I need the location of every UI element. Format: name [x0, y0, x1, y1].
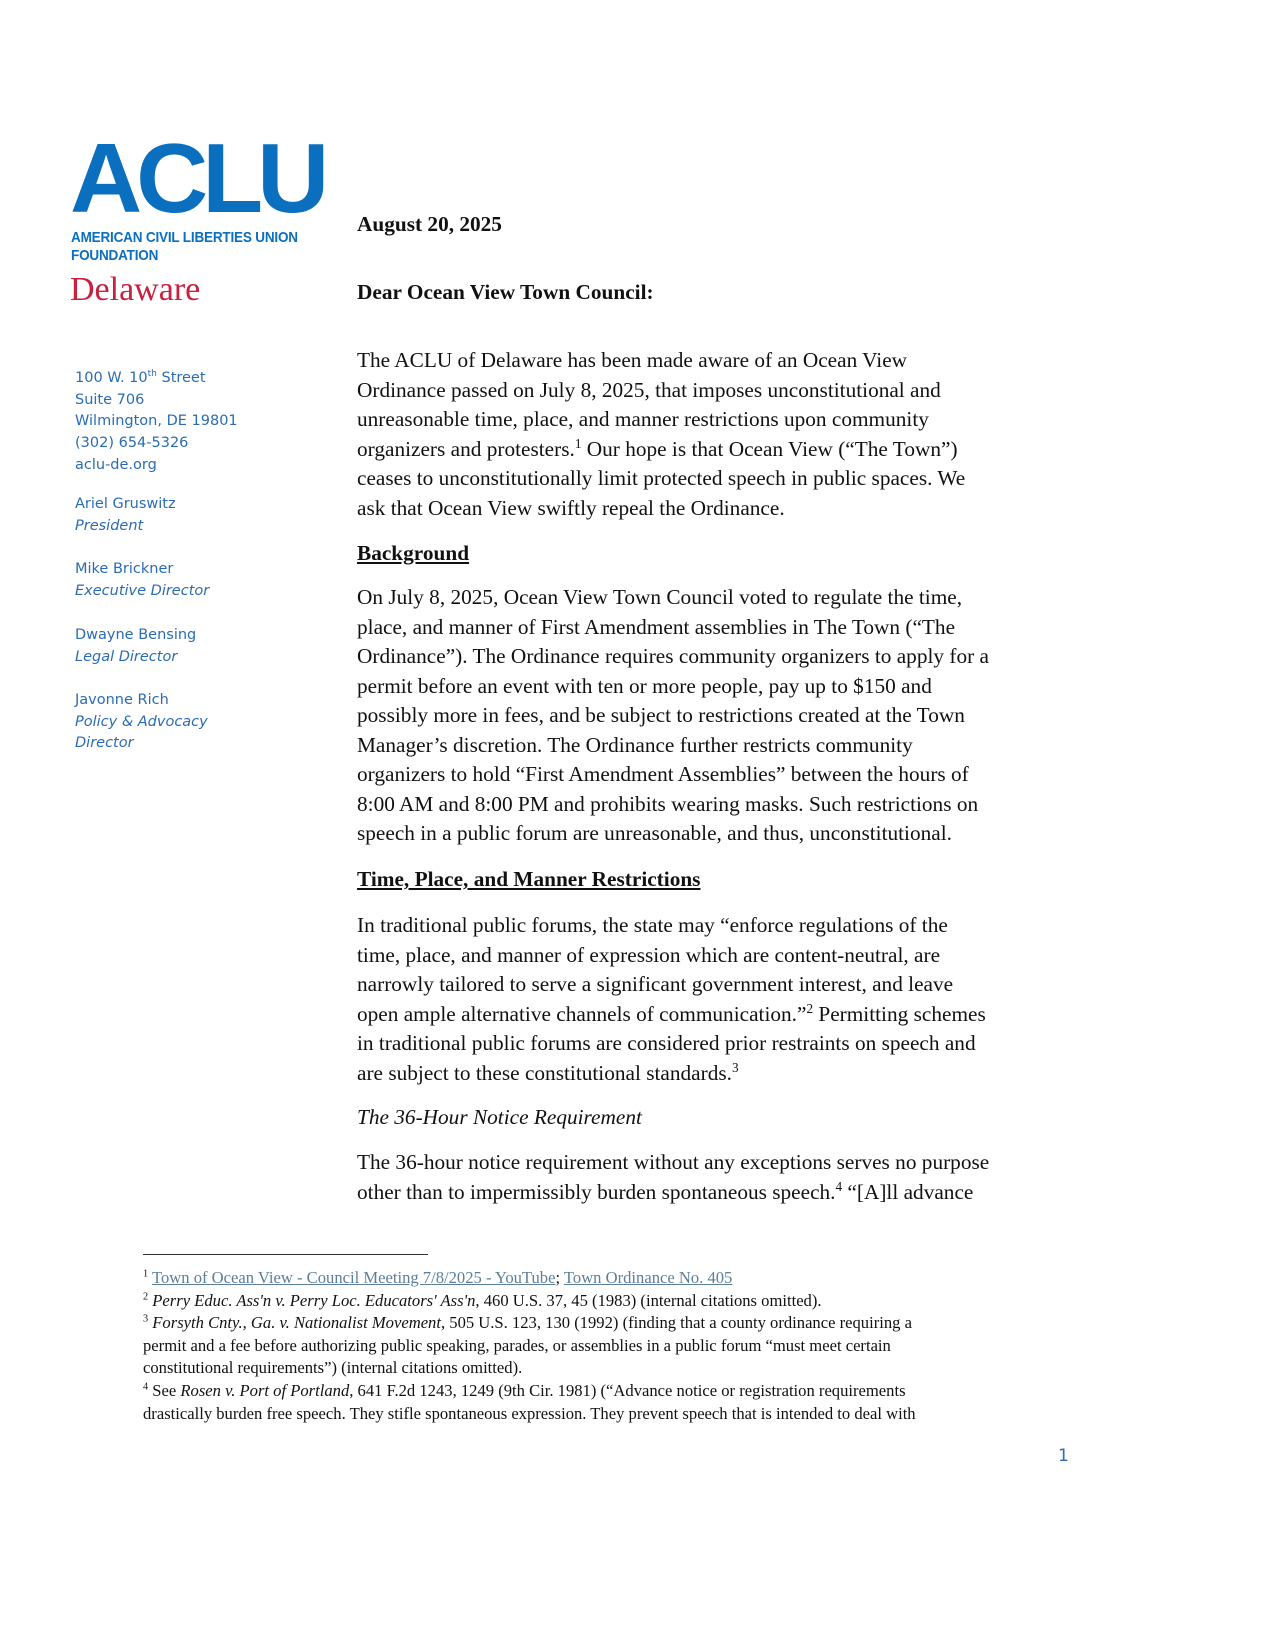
paragraph-tpm — [357, 911, 986, 1088]
text-line — [143, 1335, 1073, 1358]
address-city: Wilmington, DE 19801 — [75, 413, 238, 430]
staff-2 — [75, 559, 209, 602]
salutation: Dear Ocean View Town Council: — [357, 280, 654, 304]
text-line — [357, 970, 986, 1000]
footnote-marker: 3 — [143, 1313, 149, 1325]
text-line — [357, 1059, 986, 1089]
text-line — [357, 941, 986, 971]
text-line — [357, 1029, 986, 1059]
text-line — [357, 376, 965, 406]
text-line — [357, 494, 965, 524]
address-suite: Suite 706 — [75, 391, 145, 408]
logo-affiliate: Delaware — [70, 271, 201, 308]
text-line — [357, 435, 965, 465]
text-segment: constitutional requirements”) (internal citations omitted). — [143, 1358, 523, 1378]
text-segment: place, and manner of First Amendment assemblies in The Town (“The — [357, 614, 956, 639]
paragraph-background — [357, 583, 989, 849]
logo-line-2: FOUNDATION — [71, 247, 159, 264]
case-citation: Forsyth Cnty., Ga. v. Nationalist Movement — [152, 1313, 441, 1333]
staff-name: Dwayne Bensing — [75, 627, 197, 643]
text-segment: , 505 U.S. 123, 130 (1992) (finding that a county ordinance requiring a — [440, 1313, 912, 1333]
aclu-logo: ACLU — [70, 123, 324, 233]
staff-title-line: Director — [75, 735, 134, 752]
staff-title — [75, 647, 196, 669]
text-segment: open ample alternative channels of communication.” — [357, 1001, 807, 1026]
text-line — [357, 672, 989, 702]
heading-time-place-manner: Time, Place, and Manner Restrictions — [357, 867, 701, 891]
staff-4 — [75, 690, 208, 755]
logo-line-1: AMERICAN CIVIL LIBERTIES UNION — [71, 229, 298, 246]
text-segment: 8:00 AM and 8:00 PM and prohibits wearing masks. Such restrictions on — [357, 791, 979, 816]
text-segment: unreasonable time, place, and manner restrictions upon community — [357, 407, 929, 431]
text-segment: Ordinance passed on July 8, 2025, that imposes unconstitutional and — [357, 377, 941, 402]
text-segment: ask that Ocean View swiftly repeal the Ordinance. — [357, 495, 785, 520]
text-segment: organizers to hold “First Amendment Assemblies” between the hours of — [357, 762, 969, 786]
text-line — [357, 819, 989, 849]
footnote-marker: 1 — [143, 1268, 149, 1280]
text-segment: Ordinance”). The Ordinance requires community organizers to apply for a — [357, 644, 989, 668]
text-segment: narrowly tailored to serve a significant government interest, and leave — [357, 972, 954, 996]
street-text: 100 W. 10 — [75, 369, 148, 386]
staff-title — [75, 581, 209, 603]
footnote-marker: 1 — [574, 435, 582, 451]
staff-title-line: Legal Director — [75, 648, 178, 665]
text-line — [357, 613, 989, 643]
text-line — [357, 1148, 989, 1178]
text-segment: See — [148, 1380, 181, 1400]
text-line — [143, 1380, 1073, 1403]
text-line — [357, 405, 965, 435]
footnote-marker: 4 — [143, 1381, 149, 1393]
staff-title-line: Executive Director — [75, 582, 210, 599]
letter-date: August 20, 2025 — [357, 212, 502, 236]
text-line — [357, 464, 965, 494]
footnote-link[interactable]: Town of Ocean View - Council Meeting 7/8/2025 - YouTube — [152, 1268, 556, 1287]
footnote-marker: 2 — [143, 1291, 149, 1303]
text-segment: in traditional public forums are considered prior restraints on speech and — [357, 1031, 976, 1055]
text-line — [143, 1357, 1073, 1380]
text-line — [357, 790, 989, 820]
text-segment: Manager’s discretion. The Ordinance further restricts community — [357, 732, 913, 757]
text-segment: are subject to these constitutional standards. — [357, 1060, 732, 1085]
page-number: 1 — [1058, 1446, 1069, 1466]
staff-1 — [75, 494, 176, 537]
text-line — [143, 1290, 1073, 1313]
text-line — [143, 1267, 1073, 1290]
sidebar-address — [75, 364, 238, 476]
text-segment: , 460 U.S. 37, 45 (1983) (internal citations omitted). — [475, 1290, 822, 1310]
text-segment: “[A]ll advance — [842, 1179, 974, 1204]
text-segment: , 641 F.2d 1243, 1249 (9th Cir. 1981) (“Advance notice or registration requirements — [349, 1380, 906, 1400]
staff-title-line: President — [75, 517, 144, 534]
staff-title-line: Policy & Advocacy — [75, 713, 208, 730]
footnote-marker: 2 — [806, 1000, 814, 1016]
text-line — [143, 1403, 1073, 1426]
staff-name: Javonne Rich — [75, 692, 169, 708]
subheading-notice: The 36-Hour Notice Requirement — [357, 1105, 642, 1129]
address-website[interactable]: aclu-de.org — [75, 456, 157, 473]
case-citation: Rosen v. Port of Portland — [180, 1380, 350, 1400]
logo-subtitle — [71, 229, 298, 265]
text-line — [357, 911, 986, 941]
staff-3 — [75, 625, 196, 668]
staff-name: Ariel Gruswitz — [75, 496, 176, 512]
text-line — [357, 1000, 986, 1030]
text-segment: Our hope is that Ocean View (“The Town”) — [581, 436, 958, 461]
text-segment: The ACLU of Delaware has been made aware of an Ocean View — [357, 348, 908, 372]
staff-title — [75, 733, 208, 755]
text-segment: permit and a fee before authorizing public speaking, parades, or assemblies in a public forum “must meet certain — [143, 1335, 891, 1355]
text-line — [357, 701, 989, 731]
text-segment: time, place, and manner of expression which are content-neutral, are — [357, 942, 941, 967]
paragraph-notice — [357, 1148, 989, 1207]
staff-name: Mike Brickner — [75, 561, 174, 577]
text-segment: possibly more in fees, and be subject to restrictions created at the Town — [357, 703, 965, 727]
address-street — [75, 364, 238, 390]
street-sup: th — [147, 369, 157, 379]
text-segment: In traditional public forums, the state may “enforce regulations of the — [357, 913, 948, 937]
footnote-marker: 3 — [731, 1059, 739, 1075]
text-segment: speech in a public forum are unreasonable, and thus, unconstitutional. — [357, 821, 952, 845]
staff-title — [75, 516, 176, 538]
footnote-marker: 4 — [835, 1178, 843, 1194]
text-segment: Permitting schemes — [813, 1001, 986, 1026]
text-line — [357, 760, 989, 790]
text-line — [357, 583, 989, 613]
footnotes — [143, 1267, 1073, 1425]
text-line — [357, 731, 989, 761]
text-segment: permit before an event with ten or more people, pay up to $150 and — [357, 673, 932, 698]
address-phone: (302) 654-5326 — [75, 434, 189, 451]
text-line — [357, 642, 989, 672]
text-line — [357, 346, 965, 376]
paragraph-intro — [357, 346, 965, 523]
case-citation: Perry Educ. Ass'n v. Perry Loc. Educators' Ass'n — [152, 1290, 476, 1310]
footnote-link[interactable]: Town Ordinance No. 405 — [563, 1268, 733, 1287]
text-line — [143, 1312, 1073, 1335]
text-line — [357, 1178, 989, 1208]
text-segment: other than to impermissibly burden spontaneous speech. — [357, 1179, 836, 1204]
heading-background: Background — [357, 541, 470, 565]
staff-title — [75, 712, 208, 734]
footnote-divider — [143, 1254, 428, 1255]
text-segment: The 36-hour notice requirement without any exceptions serves no purpose — [357, 1150, 990, 1174]
street-text-2: Street — [156, 369, 206, 386]
text-segment: drastically burden free speech. They stifle spontaneous expression. They prevent speech that is intended to deal with — [143, 1403, 916, 1423]
text-segment: organizers and protesters. — [357, 436, 575, 461]
text-segment: On July 8, 2025, Ocean View Town Council voted to regulate the time, — [357, 585, 963, 609]
text-segment: ; — [555, 1268, 564, 1287]
text-segment: ceases to unconstitutionally limit protected speech in public spaces. We — [357, 466, 966, 490]
